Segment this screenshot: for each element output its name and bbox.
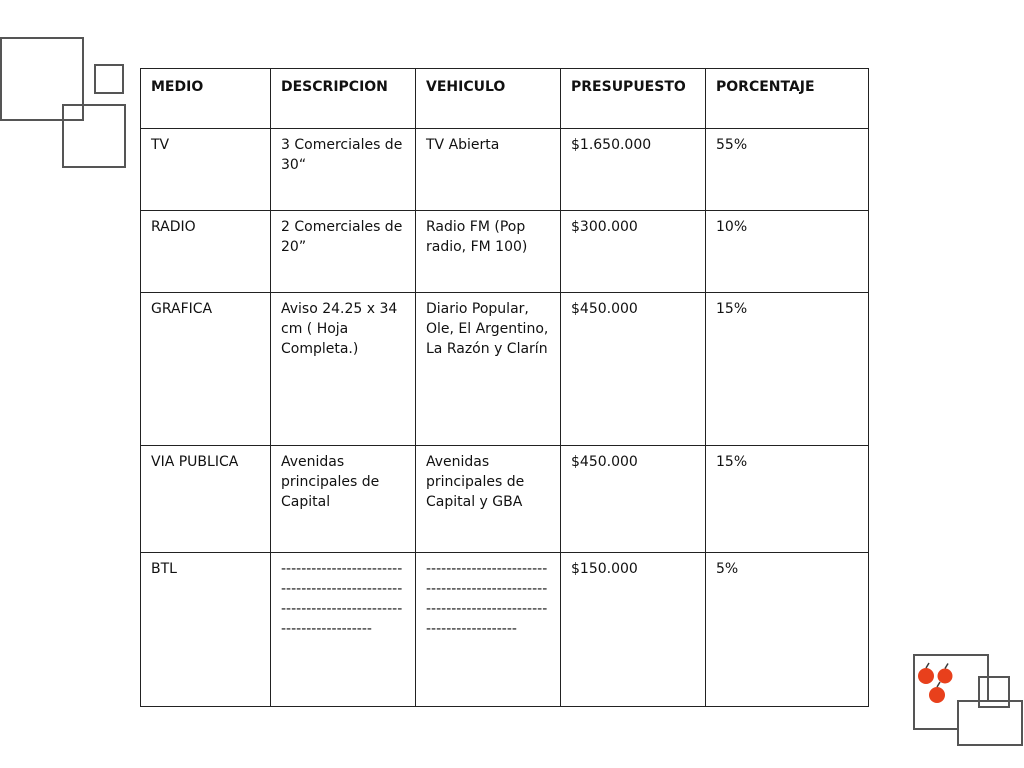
- cell-vehiculo: Radio FM (Pop radio, FM 100): [416, 211, 561, 293]
- cell-medio: TV: [141, 129, 271, 211]
- cell-descripcion: ------------------------------------------------------------------------------------------: [271, 553, 416, 707]
- cell-porcentaje: 15%: [706, 446, 869, 553]
- header-vehiculo: VEHICULO: [416, 69, 561, 129]
- cell-descripcion: Aviso 24.25 x 34 cm ( Hoja Completa.): [271, 293, 416, 446]
- header-porcentaje: PORCENTAJE: [706, 69, 869, 129]
- apple-icon: [938, 664, 953, 684]
- cell-medio: RADIO: [141, 211, 271, 293]
- cell-vehiculo: TV Abierta: [416, 129, 561, 211]
- cell-vehiculo: Avenidas principales de Capital y GBA: [416, 446, 561, 553]
- cell-porcentaje: 15%: [706, 293, 869, 446]
- cell-descripcion: 3 Comerciales de 30“: [271, 129, 416, 211]
- apple-icon: [929, 682, 945, 703]
- table-row: [141, 553, 869, 707]
- cell-vehiculo: Diario Popular, Ole, El Argentino, La Razón y Clarín: [416, 293, 561, 446]
- header-presupuesto: PRESUPUESTO: [561, 69, 706, 129]
- cell-porcentaje: 10%: [706, 211, 869, 293]
- table-row: [141, 211, 869, 293]
- cell-presupuesto: $300.000: [561, 211, 706, 293]
- table-row: [141, 293, 869, 446]
- apple-icon: [918, 663, 934, 684]
- media-plan-table: [140, 68, 869, 707]
- table-row: [141, 446, 869, 553]
- cell-porcentaje: 5%: [706, 553, 869, 707]
- cell-descripcion: 2 Comerciales de 20”: [271, 211, 416, 293]
- decor-square-medium: [62, 104, 126, 168]
- apples-icon: [914, 660, 958, 706]
- cell-porcentaje: 55%: [706, 129, 869, 211]
- cell-presupuesto: $450.000: [561, 446, 706, 553]
- cell-presupuesto: $450.000: [561, 293, 706, 446]
- decor-square-tiny: [978, 676, 1010, 708]
- table-header-row: [141, 69, 869, 129]
- cell-medio: GRAFICA: [141, 293, 271, 446]
- cell-descripcion: Avenidas principales de Capital: [271, 446, 416, 553]
- header-descripcion: DESCRIPCION: [271, 69, 416, 129]
- cell-presupuesto: $1.650.000: [561, 129, 706, 211]
- cell-vehiculo: ------------------------------------------------------------------------------------------: [416, 553, 561, 707]
- cell-presupuesto: $150.000: [561, 553, 706, 707]
- cell-medio: BTL: [141, 553, 271, 707]
- header-medio: MEDIO: [141, 69, 271, 129]
- table-row: [141, 129, 869, 211]
- cell-medio: VIA PUBLICA: [141, 446, 271, 553]
- decor-square-small: [94, 64, 124, 94]
